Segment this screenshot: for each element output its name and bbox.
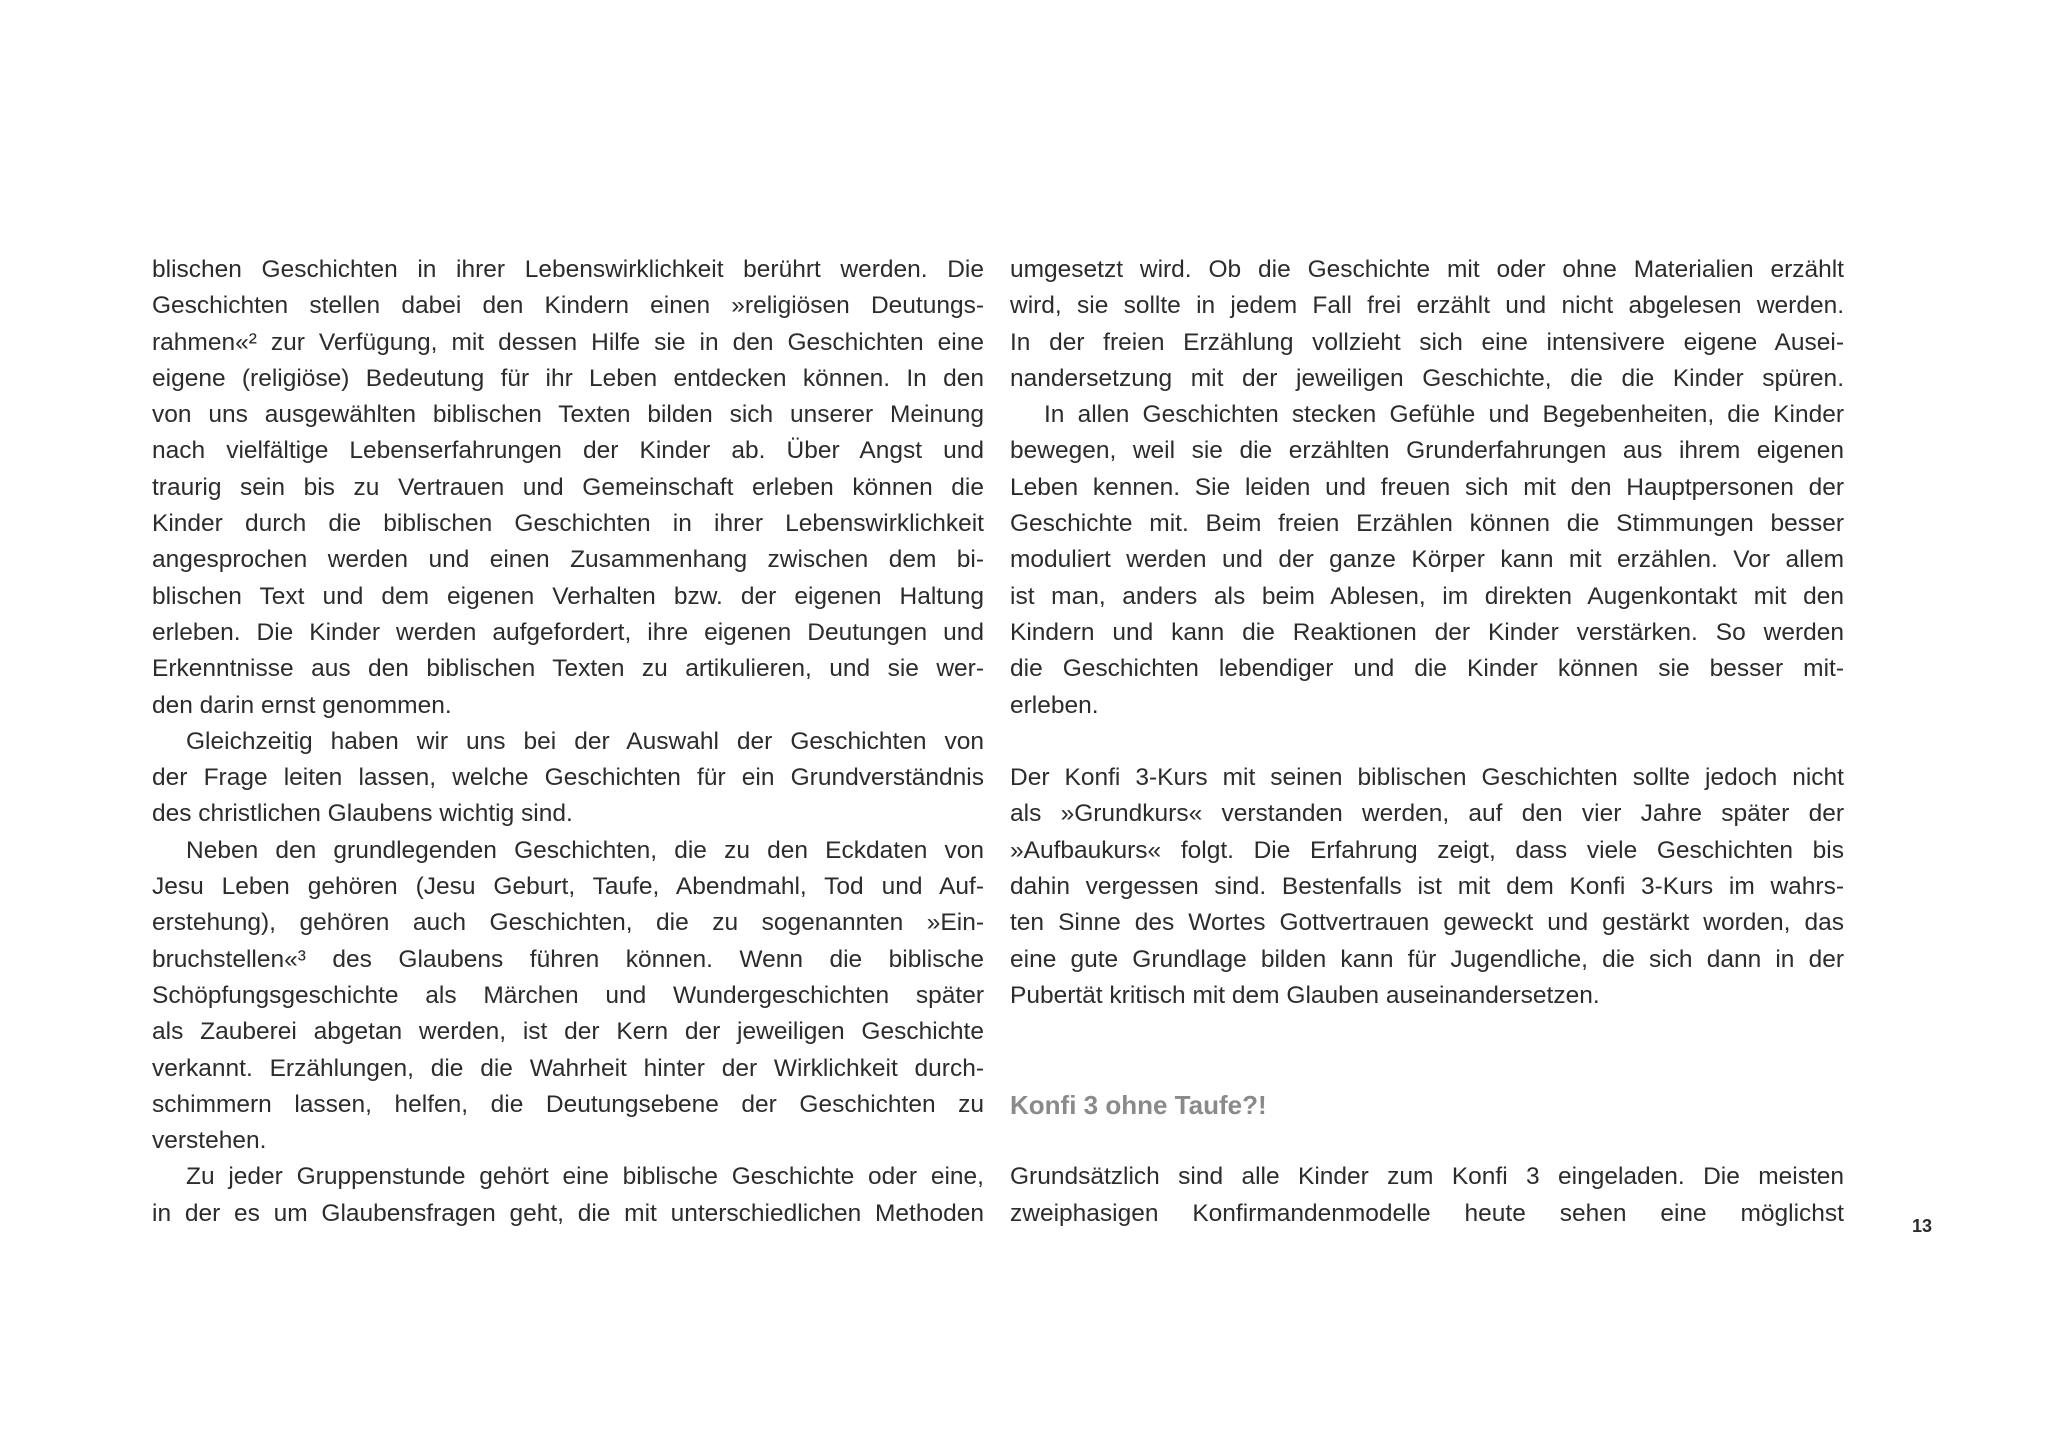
paragraph-gap: [1010, 724, 1844, 760]
text-line: nandersetzung mit der jeweiligen Geschichte, die die Kinder spüren.: [1010, 364, 1844, 392]
page-number: 13: [1912, 1216, 1933, 1236]
text-line: ist man, anders als beim Ablesen, im direkten Augenkontakt mit den: [1010, 582, 1844, 610]
text-line: Erkenntnisse aus den biblischen Texten zu artikulieren, und sie wer-: [152, 655, 984, 683]
right-text-column: [1010, 252, 1844, 1232]
text-line: Neben den grundlegenden Geschichten, die zu den Eckdaten von: [186, 836, 984, 864]
text-line: bewegen, weil sie die erzählten Grunderfahrungen aus ihrem eigenen: [1010, 437, 1844, 465]
text-line: die Geschichten lebendiger und die Kinder können sie besser mit-: [1010, 655, 1844, 683]
text-line: der Frage leiten lassen, welche Geschichten für ein Grundverständnis: [152, 764, 984, 792]
text-line: Grundsätzlich sind alle Kinder zum Konfi 3 eingeladen. Die meisten: [1010, 1163, 1844, 1191]
text-line: dahin vergessen sind. Bestenfalls ist mit dem Konfi 3-Kurs im wahrs-: [1010, 873, 1844, 901]
text-line: Kinder durch die biblischen Geschichten in ihrer Lebenswirklichkeit: [152, 510, 984, 538]
text-line: bruchstellen«³ des Glaubens führen können. Wenn die biblische: [152, 945, 984, 973]
text-line: rahmen«² zur Verfügung, mit dessen Hilfe sie in den Geschichten eine: [152, 328, 984, 356]
text-line: Zu jeder Gruppenstunde gehört eine biblische Geschichte oder eine,: [186, 1163, 984, 1191]
text-line: von uns ausgewählten biblischen Texten bilden sich unserer Meinung: [152, 401, 984, 429]
text-line: eigene (religiöse) Bedeutung für ihr Leben entdecken können. In den: [152, 364, 984, 392]
text-line: verkannt. Erzählungen, die die Wahrheit hinter der Wirklichkeit durch-: [152, 1054, 984, 1082]
text-line: in der es um Glaubensfragen geht, die mit unterschiedlichen Methoden: [152, 1199, 984, 1227]
text-line: Schöpfungsgeschichte als Märchen und Wundergeschichten später: [152, 981, 984, 1009]
text-line: blischen Text und dem eigenen Verhalten bzw. der eigenen Haltung: [152, 582, 984, 610]
text-line: Geschichten stellen dabei den Kindern einen »religiösen Deutungs-: [152, 292, 984, 320]
text-line: blischen Geschichten in ihrer Lebenswirklichkeit berührt werden. Die: [152, 256, 984, 283]
text-line: als »Grundkurs« verstanden werden, auf den vier Jahre später der: [1010, 800, 1844, 828]
text-line: »Aufbaukurs« folgt. Die Erfahrung zeigt, dass viele Geschichten bis: [1010, 836, 1844, 864]
text-line: wird, sie sollte in jedem Fall frei erzählt und nicht abgelesen werden.: [1010, 292, 1844, 320]
text-line: Pubertät kritisch mit dem Glauben auseinandersetzen.: [1010, 981, 1600, 1009]
paragraph-gap: [1010, 1051, 1844, 1087]
text-line: umgesetzt wird. Ob die Geschichte mit oder ohne Materialien erzählt: [1010, 256, 1844, 283]
text-line: als Zauberei abgetan werden, ist der Kern der jeweiligen Geschichte: [152, 1018, 984, 1046]
text-line: erleben.: [1010, 691, 1099, 719]
text-line: schimmern lassen, helfen, die Deutungsebene der Geschichten zu: [152, 1090, 984, 1118]
text-line: ten Sinne des Wortes Gottvertrauen geweckt und gestärkt worden, das: [1010, 909, 1844, 937]
paragraph-gap: [1010, 1123, 1844, 1159]
text-line: erstehung), gehören auch Geschichten, die zu sogenannten »Ein-: [152, 909, 984, 937]
text-line: Kindern und kann die Reaktionen der Kinder verstärken. So werden: [1010, 618, 1844, 646]
text-line: erleben. Die Kinder werden aufgefordert, ihre eigenen Deutungen und: [152, 618, 984, 646]
section-heading: Konfi 3 ohne Taufe?!: [1010, 1089, 1267, 1120]
left-text-column: [152, 252, 984, 1232]
text-line: Der Konfi 3-Kurs mit seinen biblischen Geschichten sollte jedoch nicht: [1010, 764, 1844, 792]
text-line: In der freien Erzählung vollzieht sich eine intensivere eigene Ausei-: [1010, 328, 1844, 356]
text-line: eine gute Grundlage bilden kann für Jugendliche, die sich dann in der: [1010, 945, 1844, 973]
text-line: Geschichte mit. Beim freien Erzählen können die Stimmungen besser: [1010, 510, 1844, 538]
text-line: angesprochen werden und einen Zusammenhang zwischen dem bi-: [152, 546, 984, 574]
text-line: traurig sein bis zu Vertrauen und Gemeinschaft erleben können die: [152, 473, 984, 501]
text-line: Jesu Leben gehören (Jesu Geburt, Taufe, Abendmahl, Tod und Auf-: [152, 873, 984, 901]
text-line: nach vielfältige Lebenserfahrungen der Kinder ab. Über Angst und: [152, 437, 984, 465]
text-line: moduliert werden und der ganze Körper kann mit erzählen. Vor allem: [1010, 546, 1844, 574]
text-line: zweiphasigen Konfirmandenmodelle heute sehen eine möglichst: [1010, 1199, 1844, 1227]
paragraph-gap: [1010, 1014, 1844, 1050]
text-line: den darin ernst genommen.: [152, 691, 452, 719]
text-line: In allen Geschichten stecken Gefühle und Begebenheiten, die Kinder: [1044, 401, 1844, 429]
text-line: Gleichzeitig haben wir uns bei der Auswahl der Geschichten von: [186, 727, 984, 755]
text-line: des christlichen Glaubens wichtig sind.: [152, 800, 573, 828]
text-line: verstehen.: [152, 1127, 267, 1155]
text-line: Leben kennen. Sie leiden und freuen sich mit den Hauptpersonen der: [1010, 473, 1844, 501]
